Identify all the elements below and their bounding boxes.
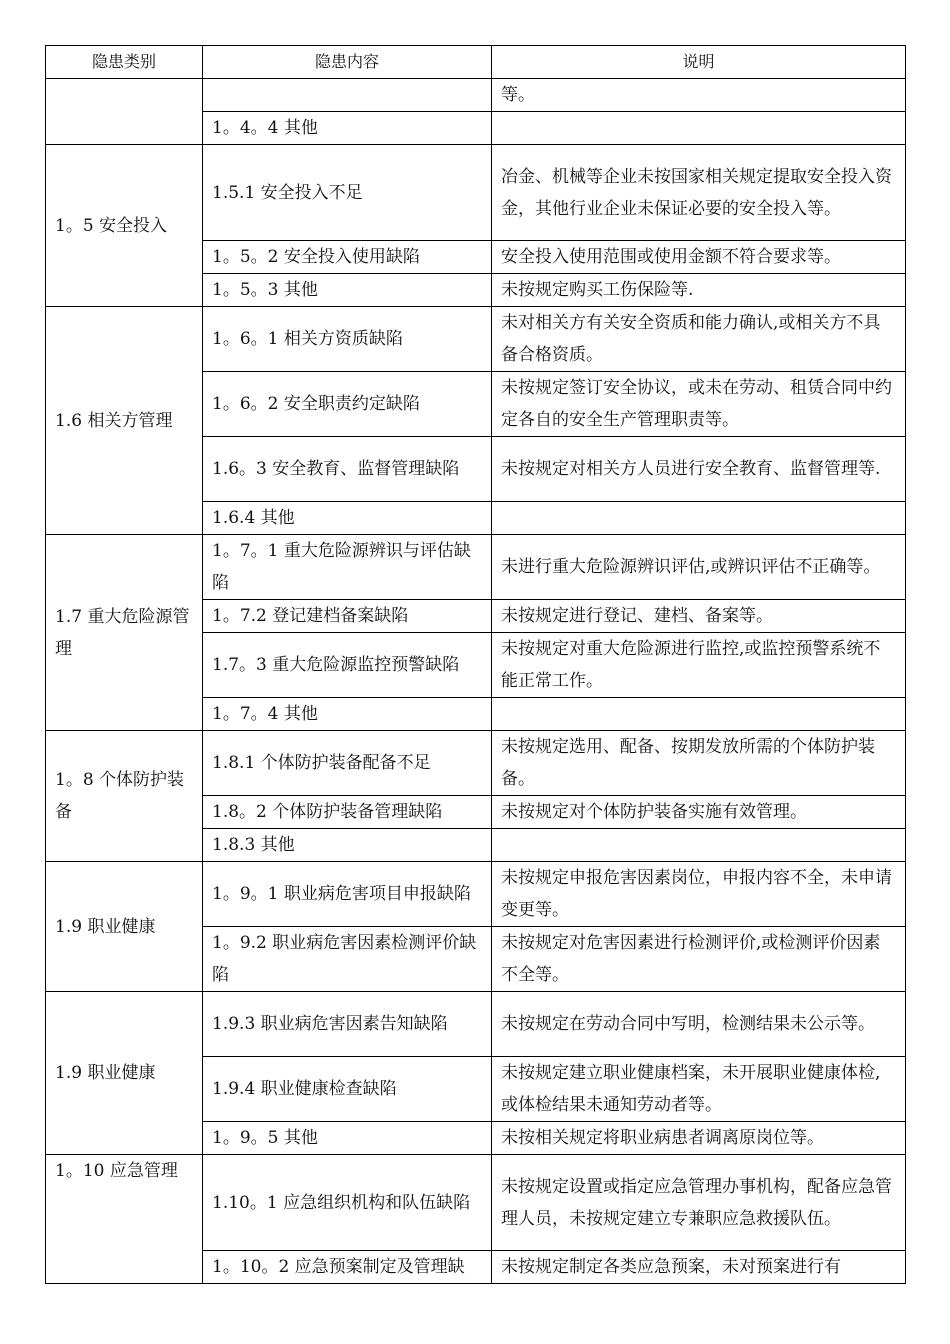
table-row [46, 1155, 906, 1251]
content-cell: 1。6。1 相关方资质缺陷 [203, 307, 492, 372]
description-cell: 未按规定购买工伤保险等. [492, 274, 906, 307]
description-cell: 未按规定对危害因素进行检测评价,或检测评价因素不全等。 [492, 927, 906, 992]
content-cell: 1.9.3 职业病危害因素告知缺陷 [203, 992, 492, 1057]
header-category: 隐患类别 [46, 46, 203, 79]
content-cell: 1。5。2 安全投入使用缺陷 [203, 241, 492, 274]
content-cell: 1.8.3 其他 [203, 829, 492, 862]
category-cell: 1。10 应急管理 [46, 1155, 203, 1284]
description-cell: 未按规定进行登记、建档、备案等。 [492, 600, 906, 633]
category-cell: 1.9 职业健康 [46, 862, 203, 992]
description-cell: 冶金、机械等企业未按国家相关规定提取安全投入资金，其他行业企业未保证必要的安全投入等。 [492, 145, 906, 241]
category-cell: 1.7 重大危险源管理 [46, 535, 203, 731]
content-cell: 1.7。3 重大危险源监控预警缺陷 [203, 633, 492, 698]
description-cell: 未按规定签订安全协议，或未在劳动、租赁合同中约定各自的安全生产管理职责等。 [492, 372, 906, 437]
hazard-table [45, 45, 906, 1284]
category-cell: 1。8 个体防护装备 [46, 731, 203, 862]
category-cell [46, 79, 203, 145]
description-cell [492, 829, 906, 862]
description-cell: 未按规定制定各类应急预案，未对预案进行有 [492, 1251, 906, 1284]
content-cell: 1。5。3 其他 [203, 274, 492, 307]
table-row [46, 307, 906, 372]
content-cell [203, 79, 492, 112]
content-cell: 1。7.2 登记建档备案缺陷 [203, 600, 492, 633]
description-cell: 未按规定对个体防护装备实施有效管理。 [492, 796, 906, 829]
content-cell: 1。7。1 重大危险源辨识与评估缺陷 [203, 535, 492, 600]
header-content: 隐患内容 [203, 46, 492, 79]
description-cell: 未按规定选用、配备、按期发放所需的个体防护装备。 [492, 731, 906, 796]
content-cell: 1。9.2 职业病危害因素检测评价缺陷 [203, 927, 492, 992]
table-row [46, 79, 906, 112]
content-cell: 1。9。5 其他 [203, 1122, 492, 1155]
description-cell [492, 698, 906, 731]
table-row [46, 731, 906, 796]
content-cell: 1.9.4 职业健康检查缺陷 [203, 1057, 492, 1122]
table-row [46, 535, 906, 600]
description-cell: 未按规定对相关方人员进行安全教育、监督管理等. [492, 437, 906, 502]
content-cell: 1.8.1 个体防护装备配备不足 [203, 731, 492, 796]
table-row [46, 862, 906, 927]
content-cell: 1。4。4 其他 [203, 112, 492, 145]
table-row [46, 992, 906, 1057]
category-cell: 1.9 职业健康 [46, 992, 203, 1155]
description-cell [492, 502, 906, 535]
content-cell: 1。10。2 应急预案制定及管理缺 [203, 1251, 492, 1284]
content-cell: 1.8。2 个体防护装备管理缺陷 [203, 796, 492, 829]
content-cell: 1。7。4 其他 [203, 698, 492, 731]
content-cell: 1。9。1 职业病危害项目申报缺陷 [203, 862, 492, 927]
table-row [46, 145, 906, 241]
content-cell: 1.6。3 安全教育、监督管理缺陷 [203, 437, 492, 502]
description-cell: 未进行重大危险源辨识评估,或辨识评估不正确等。 [492, 535, 906, 600]
description-cell: 安全投入使用范围或使用金额不符合要求等。 [492, 241, 906, 274]
description-cell: 未对相关方有关安全资质和能力确认,或相关方不具备合格资质。 [492, 307, 906, 372]
table-header-row [46, 46, 906, 79]
description-cell: 未按规定对重大危险源进行监控,或监控预警系统不能正常工作。 [492, 633, 906, 698]
description-cell: 未按规定设置或指定应急管理办事机构，配备应急管理人员，未按规定建立专兼职应急救援队伍。 [492, 1155, 906, 1251]
description-cell [492, 112, 906, 145]
description-cell: 未按规定在劳动合同中写明，检测结果未公示等。 [492, 992, 906, 1057]
header-description: 说明 [492, 46, 906, 79]
description-cell: 未按相关规定将职业病患者调离原岗位等。 [492, 1122, 906, 1155]
content-cell: 1.5.1 安全投入不足 [203, 145, 492, 241]
content-cell: 1。6。2 安全职责约定缺陷 [203, 372, 492, 437]
content-cell: 1.6.4 其他 [203, 502, 492, 535]
description-cell: 未按规定建立职业健康档案，未开展职业健康体检,或体检结果未通知劳动者等。 [492, 1057, 906, 1122]
category-cell: 1.6 相关方管理 [46, 307, 203, 535]
category-cell: 1。5 安全投入 [46, 145, 203, 307]
description-cell: 等。 [492, 79, 906, 112]
description-cell: 未按规定申报危害因素岗位，申报内容不全，未申请变更等。 [492, 862, 906, 927]
content-cell: 1.10。1 应急组织机构和队伍缺陷 [203, 1155, 492, 1251]
